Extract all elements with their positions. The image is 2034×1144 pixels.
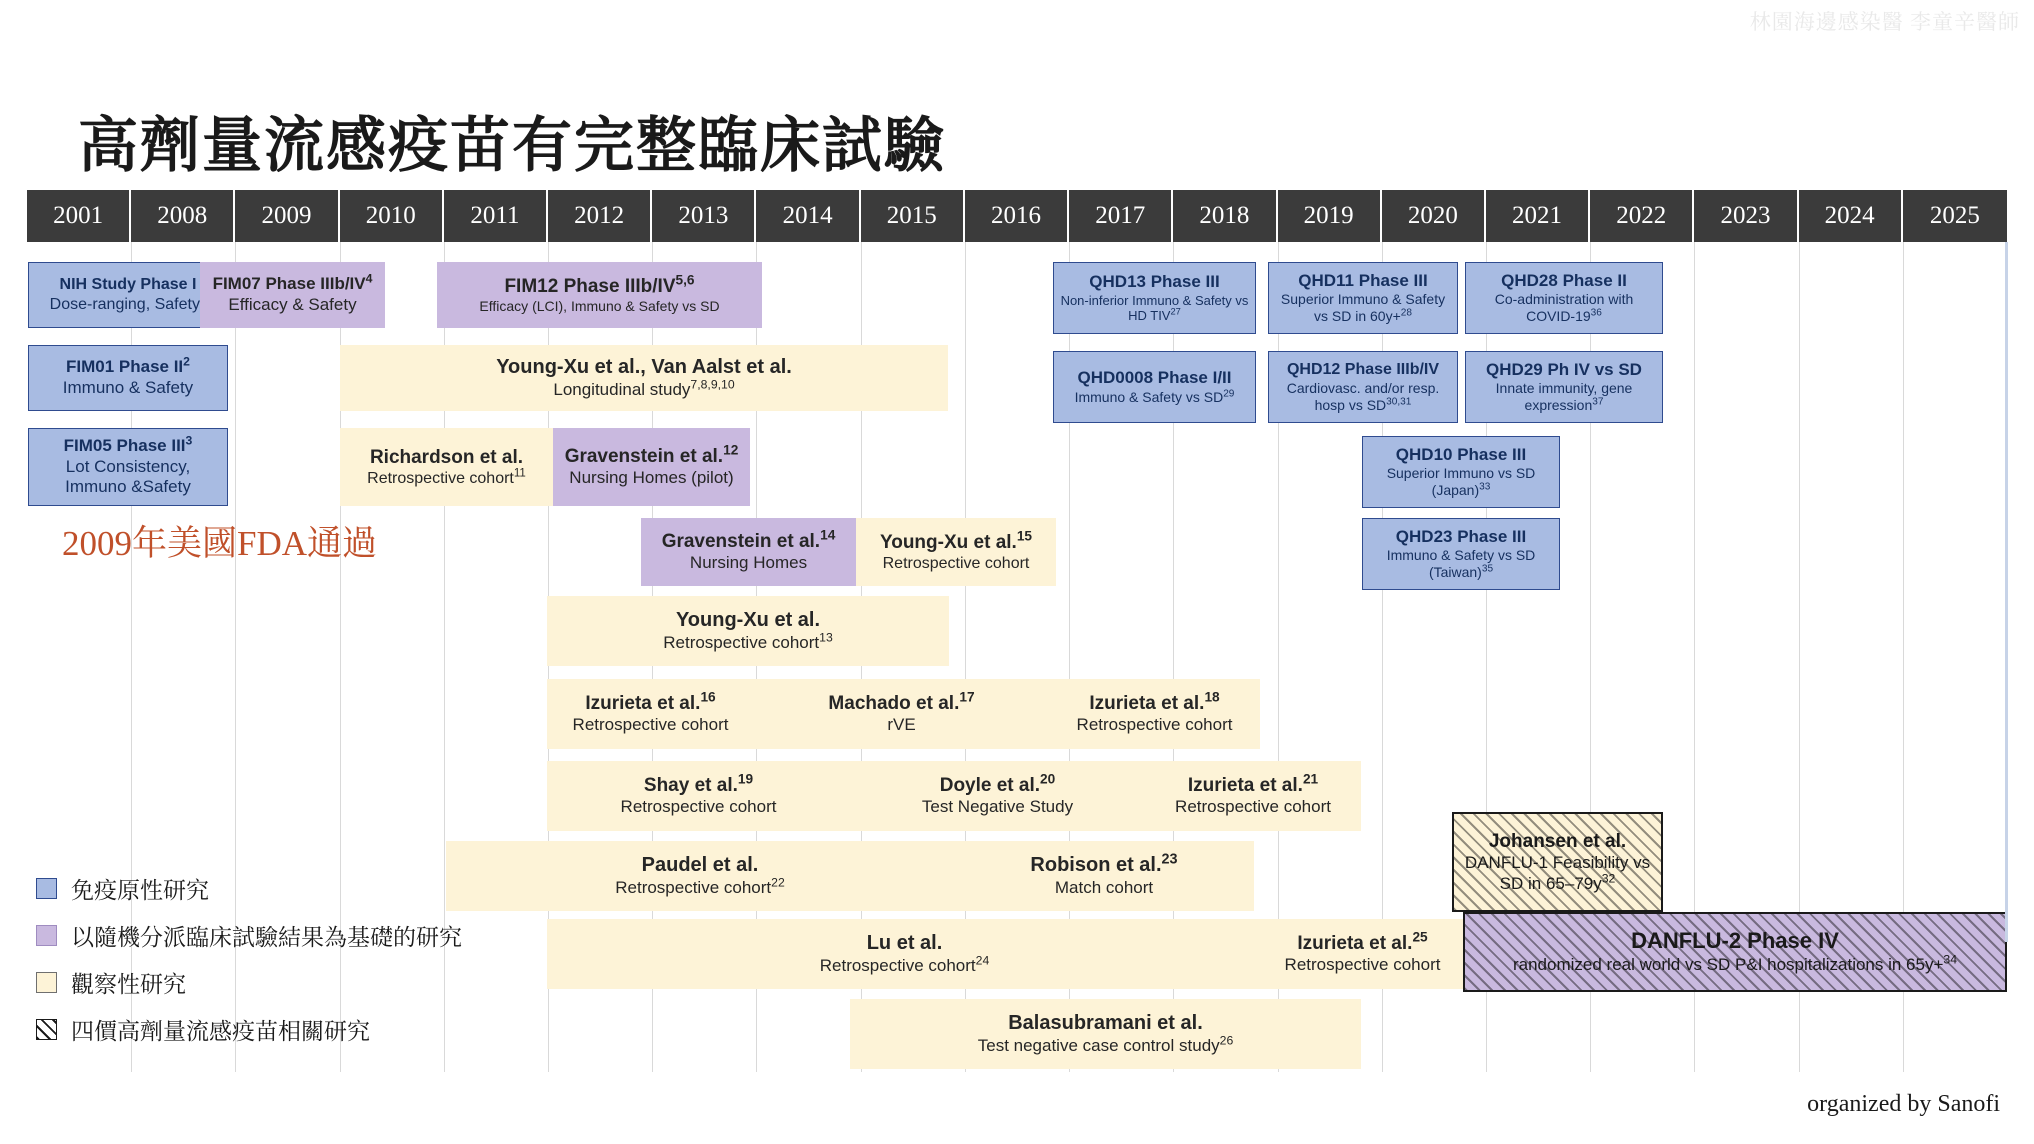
bar-subtitle: randomized real world vs SD P&I hospitalizations in 65y+$^{34}$ [1512, 952, 1957, 975]
bar-title-superscript: 15 [1016, 528, 1033, 544]
bar-title: QHD11 Phase III [1298, 270, 1428, 290]
year-label-2013: 2013 [652, 190, 756, 242]
bar-title-superscript: 3 [185, 433, 193, 448]
year-label-2001: 2001 [27, 190, 131, 242]
bar-title-superscript: 23 [1161, 851, 1178, 868]
year-label-2021: 2021 [1486, 190, 1590, 242]
bar-subtitle-superscript: 7,8,9,10 [690, 377, 735, 392]
bar-title-superscript: 14 [820, 527, 836, 543]
bar-subtitle: Test negative case control study$^{26}$ [977, 1033, 1234, 1055]
legend-label: 四價高劑量流感疫苗相關研究 [71, 1019, 370, 1044]
timeline-bar-johansen-danflu-1 [1452, 812, 1663, 912]
timeline-bar-qhd10-phase-3 [1362, 436, 1560, 508]
bar-title-superscript: 16 [700, 689, 716, 705]
bar-subtitle: Test Negative Study [921, 797, 1074, 817]
timeline-bar-qhd11-phase-3 [1268, 262, 1458, 334]
bar-title: Izurieta et al.$^{25}$ [1297, 929, 1428, 955]
bar-subtitle: Superior Immuno & Safety vs SD in 60y+$^{28}$ [1280, 291, 1446, 325]
bar-subtitle: Retrospective cohort [620, 797, 777, 817]
bar-title: Lu et al. [866, 932, 943, 955]
bar-subtitle-superscript: 13 [819, 630, 833, 645]
page-title: 高劑量流感疫苗有完整臨床試驗 [78, 113, 946, 180]
bar-subtitle: Retrospective cohort [882, 554, 1030, 572]
bar-title-superscript: 5,6 [675, 272, 695, 288]
right-edge-rule [2005, 242, 2008, 942]
bar-subtitle-superscript: 30,31 [1386, 396, 1412, 408]
year-label-2008: 2008 [131, 190, 235, 242]
bar-subtitle: Efficacy & Safety [228, 295, 357, 314]
year-label-2016: 2016 [965, 190, 1069, 242]
bar-subtitle-superscript: 24 [975, 953, 990, 968]
year-label-2014: 2014 [756, 190, 860, 242]
fda-approval-note: 2009年美國FDA通過 [62, 524, 378, 563]
timeline-bar-lu-et-al-24 [547, 919, 1262, 989]
bar-subtitle: Dose-ranging, Safety [50, 295, 207, 315]
bar-subtitle: Nursing Homes (pilot) [569, 468, 734, 488]
credit-line: organized by Sanofi [1807, 1091, 2000, 1117]
bar-title: Johansen et al. [1488, 830, 1627, 852]
bar-subtitle-superscript: 33 [1479, 481, 1491, 493]
timeline-bar-qhd23-phase-3 [1362, 518, 1560, 590]
year-label-2024: 2024 [1799, 190, 1903, 242]
bar-title: FIM07 Phase IIIb/$IV^4$ [212, 271, 373, 294]
bar-subtitle-superscript: 27 [1170, 307, 1181, 318]
timeline-bar-robison-et-al-23 [954, 841, 1254, 911]
timeline-bar-izurieta-et-al-21 [1145, 761, 1361, 831]
year-label-2022: 2022 [1590, 190, 1694, 242]
bar-subtitle-superscript: 35 [1481, 563, 1494, 575]
timeline-bar-izurieta-et-al-25 [1262, 919, 1463, 989]
bar-subtitle: rVE [887, 715, 916, 735]
timeline-bar-gravenstein-et-al-12 [553, 428, 750, 506]
bar-title: Izurieta et al.$^{18}$ [1089, 689, 1220, 715]
bar-title: Machado et al.$^{17}$ [828, 689, 975, 715]
bar-title: QHD29 Ph IV vs SD [1486, 359, 1642, 379]
bar-title-superscript: 2 [183, 354, 190, 369]
timeline-bar-qhd12-phase-3b-4 [1268, 351, 1458, 423]
timeline-bar-qhd29-ph-4-vs-sd [1465, 351, 1663, 423]
bar-title: Paudel et al. [641, 854, 759, 877]
timeline-bar-doyle-et-al-20 [850, 761, 1145, 831]
timeline-bar-izurieta-et-al-18 [1049, 679, 1260, 749]
bar-subtitle-superscript: 29 [1223, 388, 1235, 400]
timeline-bar-nih-study-phase-1 [28, 262, 228, 328]
bar-subtitle: Efficacy (LCI), Immuno & Safety vs SD [479, 298, 720, 315]
bar-title: QHD12 Phase IIIb/IV [1286, 361, 1440, 379]
bar-title: Izurieta et al.$^{16}$ [585, 689, 716, 715]
timeline-bar-qhd0008-phase-1-2 [1053, 351, 1256, 423]
bar-title-superscript: 17 [959, 689, 975, 705]
bar-subtitle: Immuno & Safety vs SD$^{29}$ [1074, 388, 1235, 405]
bar-title: QHD23 Phase III [1395, 526, 1527, 546]
bar-subtitle: Longitudinal study$^{7,8,9,10}$ [553, 377, 735, 399]
timeline-bar-fim01-phase-2 [28, 345, 228, 411]
timeline-bar-machado-et-al-17 [754, 679, 1049, 749]
bar-subtitle-superscript: 22 [771, 875, 785, 890]
bar-title-superscript: 21 [1302, 771, 1319, 787]
bar-subtitle: Retrospective cohort [572, 715, 729, 735]
bar-title: QHD13 Phase III [1089, 271, 1220, 291]
legend-label: 以隨機分派臨床試驗結果為基礎的研究 [71, 925, 462, 950]
bar-subtitle: Immuno & Safety vs SD (Taiwan)$^{35}$ [1386, 547, 1536, 581]
timeline-bar-fim12-phase-3b-4 [437, 262, 762, 328]
legend-swatch-blue-icon [36, 878, 57, 899]
bar-subtitle-superscript: 37 [1592, 396, 1604, 408]
timeline-bar-izurieta-et-al-16 [547, 679, 754, 749]
legend-swatch-hatch-icon [36, 1019, 57, 1040]
bar-title: Shay et al.$^{19}$ [643, 771, 754, 797]
bar-subtitle: Cardiovasc. and/or resp. hosp vs SD$^{30,31}$ [1286, 379, 1440, 413]
bar-subtitle: Innate immunity, gene expression$^{37}$ [1495, 380, 1633, 414]
bar-title: QHD10 Phase III [1395, 444, 1527, 464]
bar-title-superscript: 4 [365, 271, 373, 286]
bar-subtitle: Retrospective cohort$^{11}$ [367, 467, 526, 487]
bar-title: Balasubramani et al. [1008, 1012, 1203, 1035]
bar-subtitle: Co-administration with COVID-$19^{36}$ [1494, 291, 1634, 325]
year-label-2011: 2011 [444, 190, 548, 242]
bar-title: Young-Xu et al.$^{15}$ [879, 528, 1033, 553]
timeline-bar-gravenstein-et-al-14 [641, 518, 856, 586]
timeline-bar-fim07-phase-3b-4 [200, 262, 385, 328]
bar-title-superscript: 19 [737, 771, 754, 787]
year-label-2019: 2019 [1278, 190, 1382, 242]
year-label-2020: 2020 [1382, 190, 1486, 242]
bar-title: Gravenstein et al.$^{14}$ [661, 527, 836, 553]
bar-title: FIM12 Phase IIIb/IV$^{5,6}$ [504, 272, 695, 297]
year-label-2009: 2009 [235, 190, 339, 242]
bar-subtitle-superscript: 28 [1400, 307, 1412, 319]
year-label-2023: 2023 [1694, 190, 1798, 242]
year-label-2010: 2010 [340, 190, 444, 242]
bar-subtitle: Retrospective cohort [1284, 955, 1441, 975]
bar-subtitle: Nursing Homes [689, 553, 808, 573]
watermark: 林園海邊感染醫 李童辛醫師 [1749, 10, 2020, 34]
bar-title: DANFLU-2 Phase IV [1631, 928, 1839, 954]
legend [36, 872, 576, 1060]
bar-subtitle-superscript: 32 [1601, 870, 1616, 885]
bar-subtitle: Retrospective cohort$^{22}$ [615, 875, 785, 897]
legend-item-immunogenicity [36, 872, 576, 905]
bar-title: Gravenstein et al.$^{12}$ [564, 442, 739, 468]
bar-title-superscript: 20 [1040, 771, 1056, 787]
timeline-bar-young-xu-et-al-13 [547, 596, 949, 666]
timeline-bar-young-xu-van-aalst [340, 345, 948, 411]
bar-subtitle: DANFLU-1 Feasibility vs SD in $65-79y^{32}$ [1464, 852, 1651, 893]
timeline-bar-balasubramani-et-al-26 [850, 999, 1361, 1069]
bar-title: Robison et al.$^{23}$ [1030, 851, 1178, 877]
bar-title-superscript: 25 [1412, 929, 1428, 945]
bar-subtitle: Immuno & Safety [62, 378, 194, 397]
timeline-bar-shay-et-al-19 [547, 761, 850, 831]
year-label-2015: 2015 [861, 190, 965, 242]
timeline-bar-richardson-et-al [340, 428, 553, 506]
bar-subtitle: Retrospective cohort [1076, 715, 1233, 735]
bar-title: QHD28 Phase II [1501, 270, 1627, 290]
year-label-2025: 2025 [1929, 202, 1980, 229]
legend-item-observational [36, 966, 576, 999]
legend-label: 觀察性研究 [71, 972, 186, 997]
timeline-bar-qhd13-phase-3 [1053, 262, 1256, 334]
bar-subtitle-superscript: 11 [513, 467, 526, 480]
bar-title: QHD0008 Phase I/II [1077, 368, 1232, 388]
year-label-2017: 2017 [1069, 190, 1173, 242]
legend-item-quadrivalent-hd [36, 1013, 576, 1046]
bar-title: Richardson et al. [369, 446, 524, 468]
legend-swatch-purple-icon [36, 925, 57, 946]
legend-swatch-cream-icon [36, 972, 57, 993]
timeline-bar-fim05-phase-3 [28, 428, 228, 506]
legend-label: 免疫原性研究 [71, 878, 209, 903]
timeline-bar-young-xu-et-al-15 [856, 518, 1056, 586]
timeline-bar-qhd28-phase-2 [1465, 262, 1663, 334]
year-label-2012: 2012 [548, 190, 652, 242]
bar-title: FIM05 Phase III$^3$ [63, 433, 193, 455]
bar-title: NIH Study Phase I [59, 276, 197, 294]
bar-subtitle: Superior Immuno vs SD (Japan)$^{33}$ [1386, 465, 1536, 499]
bar-title: Izurieta et al.$^{21}$ [1187, 771, 1319, 797]
year-label-2018: 2018 [1173, 190, 1277, 242]
bar-subtitle-superscript: 34 [1943, 952, 1957, 967]
bar-subtitle: Retrospective cohort [1175, 797, 1331, 817]
bar-subtitle: Retrospective cohort$^{13}$ [663, 630, 833, 652]
bar-title-superscript: 18 [1204, 689, 1220, 705]
bar-title-superscript: 12 [723, 442, 739, 458]
bar-title: Young-Xu et al. [675, 609, 821, 632]
bar-subtitle-superscript: 36 [1590, 307, 1602, 319]
bar-subtitle: Match cohort [1054, 877, 1154, 897]
bar-subtitle: Non-inferior Immuno & Safety vs HD TIV$^{27}$ [1060, 292, 1249, 324]
legend-item-rct-based [36, 919, 576, 952]
bar-subtitle: Lot Consistency, Immuno &Safety [65, 456, 191, 497]
timeline-bar-danflu-2-phase-4 [1463, 912, 2007, 992]
bar-title: Young-Xu et al., Van Aalst et al. [496, 356, 792, 379]
bar-title: Doyle et al.$^{20}$ [939, 771, 1056, 797]
bar-subtitle-superscript: 26 [1219, 1033, 1234, 1048]
bar-subtitle: Retrospective cohort$^{24}$ [819, 953, 990, 975]
bar-title: FIM01 Phase $II^2$ [66, 354, 190, 377]
